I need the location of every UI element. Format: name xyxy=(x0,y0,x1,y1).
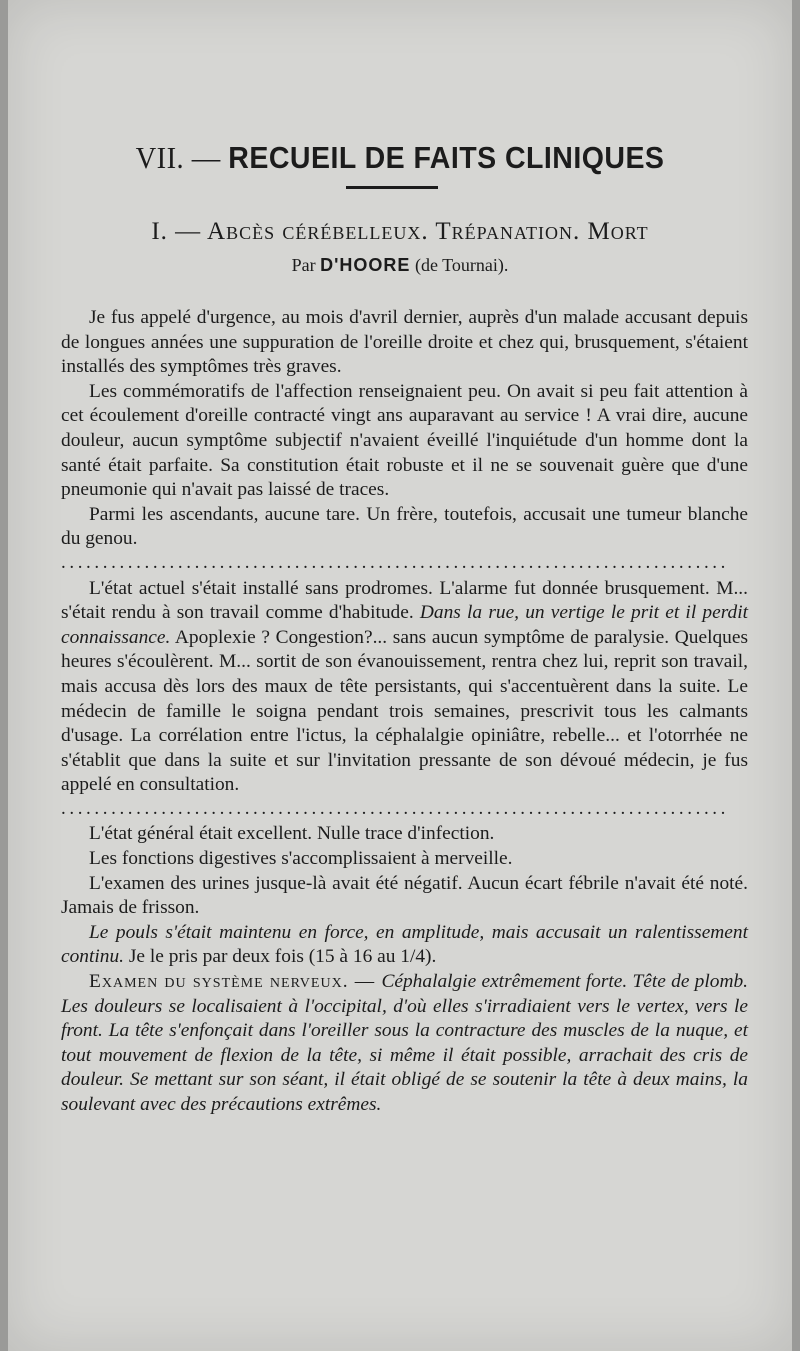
paragraph-4 xyxy=(61,577,748,798)
paragraph-4-italic: Dans la rue, un vertige le prit et il perdit connaissance. xyxy=(61,602,749,648)
paragraph-9-italic: Céphalalgie extrêmement forte. Tête de plomb. Les douleurs se localisaient à l'occipital, d'où elles s'irradiaient vers le vertex, vers le front. La tête s'enfonçait dans l'oreiller sous la contracture des muscles de la nuque, et tout mouvement de flexion de la tête, si même il était possible, arrachait des cris de douleur. Se mettant sur son séant, il était obligé de se soutenir la tête à deux mains, la soulevant avec des précautions extrêmes. xyxy=(61,971,749,1115)
paragraph-4-end: Apoplexie ? Congestion?... sans aucun symptôme de paralysie. Quelques heures s'écoulèrent. M... sortit de son évanouissement, rentra chez lui, reprit son travail, mais accusa dès lors des maux de tête persistants, qui s'accentuèrent dans la suite. Le médecin de famille le soigna pendant trois semaines, prescrivit tous les calmants d'usage. La corrélation entre l'ictus, la céphalalgie opiniâtre, rebelle... et l'otorrhée ne s'établit que dans la suite et sur l'invitation pressante de son dévoué médecin, je fus appelé en consultation. xyxy=(61,626,748,796)
paragraph-2: Les commémoratifs de l'affection renseignaient peu. On avait si peu fait attention à cet écoulement d'oreille contracté vingt ans auparavant au service ! A vrai dire, aucune douleur, aucun symptôme subjectif n'avaient éveillé l'inquiétude d'un homme dont la santé était parfaite. Sa constitution était robuste et il ne se souvenait guère que d'une pneumonie qui n'avait pas laissé de traces. xyxy=(61,380,748,501)
article-body xyxy=(61,306,748,1118)
chapter-heading: RECUEIL DE FAITS CLINIQUES xyxy=(228,140,665,175)
ellipsis-divider-2: ................................................................................ xyxy=(61,797,729,819)
author-name: D'HOORE xyxy=(320,255,411,275)
title-rule xyxy=(346,186,438,189)
paragraph-1: Je fus appelé d'urgence, au mois d'avril dernier, auprès d'un malade accusant depuis de longues années une suppuration de l'oreille droite et chez qui, brusquement, s'étaient installés des symptômes très graves. xyxy=(61,307,748,378)
paragraph-6: Les fonctions digestives s'accomplissaient à merveille. xyxy=(89,848,513,870)
paragraph-8 xyxy=(61,921,748,970)
paragraph-4-start: L'état actuel s'était installé sans prodromes. L'alarme fut donnée brusquement. M... s'était rendu à son travail comme d'habitude. xyxy=(61,577,748,624)
paragraph-9 xyxy=(61,970,748,1118)
article-title: I. — Abcès cérébelleux. Trépanation. Mort xyxy=(151,218,649,245)
byline-suffix: (de Tournai). xyxy=(410,255,509,275)
paragraph-5: L'état général était excellent. Nulle trace d'infection. xyxy=(89,823,495,845)
byline xyxy=(8,255,792,276)
paragraph-3: Parmi les ascendants, aucune tare. Un frère, toutefois, accusait une tumeur blanche du genou. xyxy=(61,503,748,550)
document-page xyxy=(8,0,792,1351)
section-label: Examen du système nerveux. — xyxy=(89,971,382,993)
paragraph-7: L'examen des urines jusque-là avait été négatif. Aucun écart fébrile n'avait été noté. Jamais de frisson. xyxy=(61,872,748,919)
paragraph-8-end: Je le pris par deux fois (15 à 16 au 1/4). xyxy=(124,946,437,968)
paragraph-8-italic: Le pouls s'était maintenu en force, en amplitude, mais accusait un ralentissement continu. xyxy=(61,921,748,968)
chapter-title xyxy=(39,140,760,176)
ellipsis-divider-1: ................................................................................ xyxy=(61,551,729,573)
byline-prefix: Par xyxy=(291,255,321,275)
chapter-number: VII. — xyxy=(135,140,229,175)
